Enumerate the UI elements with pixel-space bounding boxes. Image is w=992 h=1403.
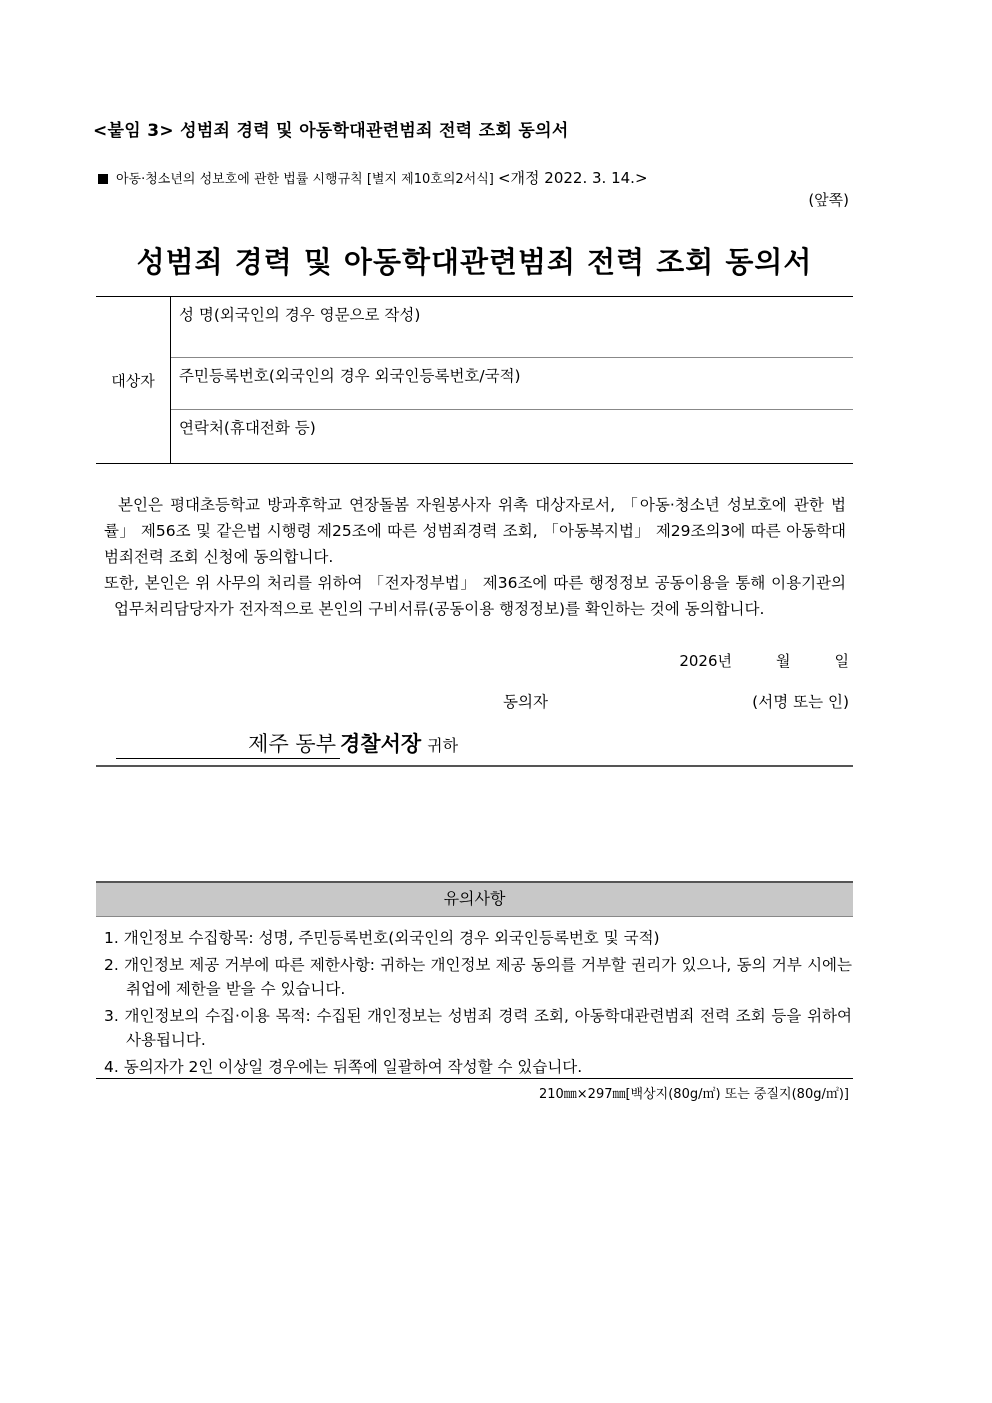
date-day[interactable]: 일 [834, 652, 849, 670]
contact-field[interactable]: 연락처(휴대전화 등) [171, 409, 853, 463]
notes-title: 유의사항 [96, 881, 853, 917]
signature-field[interactable]: (서명 또는 인) [752, 693, 849, 711]
form-title: 성범죄 경력 및 아동학대관련범죄 전력 조회 동의서 [136, 245, 813, 279]
resident-number-field[interactable]: 주민등록번호(외국인의 경우 외국인등록번호/국적) [171, 357, 853, 409]
page-side-label: (앞쪽) [808, 191, 849, 209]
notes-list [104, 926, 852, 1082]
note-item: 3. 개인정보의 수집·이용 목적: 수집된 개인정보는 성범죄 경력 조회, 아동학대관련범죄 전력 조회 등을 위하여 사용됩니다. [104, 1007, 852, 1049]
note-item: 4. 동의자가 2인 이상일 경우에는 뒤쪽에 일괄하여 작성할 수 있습니다. [104, 1058, 583, 1076]
consent-statement [104, 492, 846, 622]
attachment-heading: <붙임 3> 성범죄 경력 및 아동학대관련범죄 전력 조회 동의서 [93, 121, 569, 141]
notes-bottom-rule [96, 1078, 853, 1079]
addressee-region: 제주 동부 [116, 728, 340, 759]
law-reference-line [98, 167, 648, 188]
addressee-honorific: 귀하 [427, 736, 459, 755]
subject-info-table [96, 296, 853, 464]
subject-label: 대상자 [96, 297, 171, 463]
date-line [679, 650, 849, 671]
addressee-office: 경찰서장 [340, 732, 422, 756]
name-field[interactable]: 성 명(외국인의 경우 영문으로 작성) [179, 306, 421, 324]
addressee [116, 728, 458, 759]
date-year[interactable]: 2026년 [679, 652, 732, 670]
consent-paragraph-2: 또한, 본인은 위 사무의 처리를 위하여 「전자정부법」 제36조에 따른 행정정보 공동이용을 통해 이용기관의 업무처리담당자가 전자적으로 본인의 구비서류(공동이용 행정정보)를 확인하는 것에 동의합니다. [104, 574, 846, 618]
date-month[interactable]: 월 [776, 652, 791, 670]
note-item: 2. 개인정보 제공 거부에 따른 제한사항: 귀하는 개인정보 제공 동의를 거부할 권리가 있으나, 동의 거부 시에는 취업에 제한을 받을 수 있습니다. [104, 956, 852, 998]
consent-paragraph-1: 본인은 평대초등학교 방과후학교 연장돌봄 자원봉사자 위촉 대상자로서, 「아동·청소년 성보호에 관한 법률」 제56조 및 같은법 시행령 제25조에 따른 성범죄경력 조회, 「아동복지법」 제29조의3에 따른 아동학대 범죄전력 조회 신청에 동의합니다. [104, 496, 846, 566]
agreer-label: 동의자 [503, 693, 548, 711]
revision-date: <개정 2022. 3. 14.> [497, 169, 648, 187]
section-divider [96, 765, 853, 767]
square-bullet-icon [98, 174, 108, 184]
note-item: 1. 개인정보 수집항목: 성명, 주민등록번호(외국인의 경우 외국인등록번호 및 국적) [104, 929, 660, 947]
paper-spec: 210㎜×297㎜[백상지(80g/㎡) 또는 중질지(80g/㎡)] [538, 1087, 849, 1102]
law-reference: 아동·청소년의 성보호에 관한 법률 시행규칙 [별지 제10호의2서식] [116, 172, 494, 187]
